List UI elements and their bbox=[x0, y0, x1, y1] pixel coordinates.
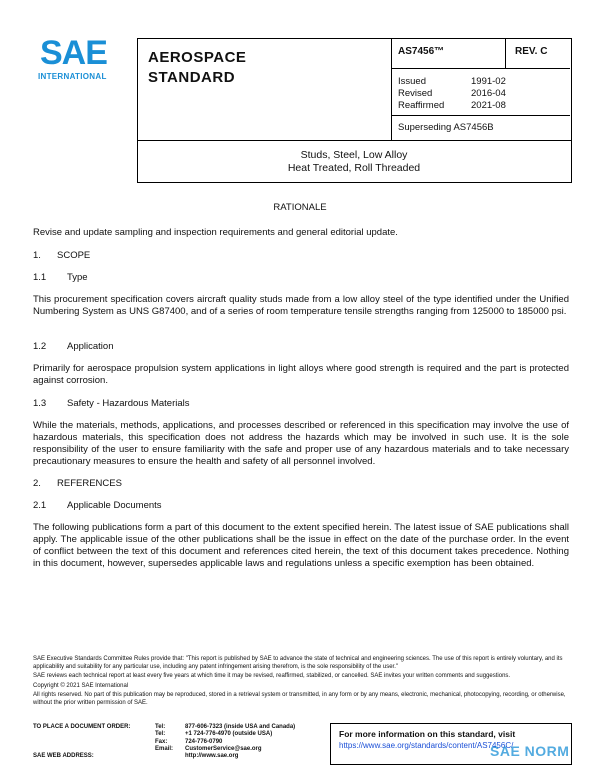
date-block bbox=[398, 76, 506, 112]
contact-block bbox=[33, 724, 295, 760]
section-number: 2.1 bbox=[33, 500, 47, 511]
section-title: REFERENCES bbox=[57, 478, 122, 489]
document-title bbox=[137, 149, 571, 175]
section-title: Application bbox=[67, 341, 114, 352]
date-label: Revised bbox=[398, 88, 433, 99]
superseding-note: Superseding AS7456B bbox=[398, 122, 494, 133]
footer-paragraph: SAE Executive Standards Committee Rules provide that: "This report is published by SAE to advance the state of technical and engineering sciences. The use of this report is entirely voluntary, and its applicability and suitability for any particular use, including any patent infringement arising therefrom, is the sole responsibility of the user." bbox=[33, 656, 563, 670]
contact-label: TO PLACE A DOCUMENT ORDER: bbox=[33, 724, 131, 730]
web-label: SAE WEB ADDRESS: bbox=[33, 753, 94, 760]
rationale-heading: RATIONALE bbox=[273, 202, 327, 213]
section-2-1-heading bbox=[33, 500, 162, 511]
section-1-heading bbox=[33, 250, 90, 261]
tel-value: +1 724-776-4970 (outside USA) bbox=[185, 731, 273, 738]
date-row bbox=[398, 100, 506, 112]
title-line1: Studs, Steel, Low Alloy bbox=[300, 149, 408, 161]
section-title: Applicable Documents bbox=[67, 500, 162, 511]
fax-value: 724-776-0790 bbox=[185, 738, 223, 745]
section-1-3-heading bbox=[33, 398, 190, 409]
date-value: 2021-08 bbox=[471, 100, 506, 111]
date-value: 1991-02 bbox=[471, 76, 506, 87]
section-number: 1.3 bbox=[33, 398, 47, 409]
fax-label: Fax: bbox=[155, 738, 168, 745]
title-line2: Heat Treated, Roll Threaded bbox=[287, 162, 421, 174]
header-divider bbox=[137, 140, 571, 141]
section-number: 2. bbox=[33, 478, 41, 489]
tel-label: Tel: bbox=[155, 731, 166, 738]
date-row bbox=[398, 76, 506, 88]
section-title: Safety - Hazardous Materials bbox=[67, 398, 190, 409]
logo-wordmark: SAE bbox=[40, 34, 107, 72]
footer-paragraph: SAE reviews each technical report at least every five years at which time it may be revised, reaffirmed, stabilized, or cancelled. SAE invites your written comments and suggestions. bbox=[33, 673, 511, 679]
email-link[interactable]: CustomerService@sae.org bbox=[185, 745, 262, 752]
rationale-text: Revise and update sampling and inspection requirements and general editorial update. bbox=[33, 227, 398, 238]
contact-row bbox=[33, 731, 295, 738]
date-label: Reaffirmed bbox=[398, 100, 445, 111]
document-type bbox=[148, 48, 246, 88]
standard-link[interactable]: https://www.sae.org/standards/content/AS7456C/ bbox=[339, 741, 514, 750]
section-title: Type bbox=[67, 272, 88, 283]
header-divider bbox=[392, 115, 570, 116]
section-1-1-heading bbox=[33, 272, 88, 283]
document-number: AS7456™ bbox=[398, 46, 445, 57]
web-link[interactable]: http://www.sae.org bbox=[185, 753, 239, 760]
tel-label: Tel: bbox=[155, 724, 166, 730]
contact-row bbox=[33, 753, 295, 760]
section-2-1-text: The following publications form a part of this document to the extent specified herein. The latest issue of SAE publications shall apply. The applicable issue of the other publications shall be the issue in effect on the date of the purchase order. In the event of conflict between the text of this document and references cited herein, the text of this document takes precedence. Nothing in this document, however, supersedes applicable laws and regulations unless a specific exemption has been obtained. bbox=[33, 522, 569, 569]
legal-footer bbox=[33, 656, 569, 707]
section-1-3-text: While the materials, methods, applications, and processes described or referenced in this specification may involve the use of hazardous materials, this specification does not address the hazards which may be involved in such use. It is the sole responsibility of the user to ensure familiarity with the safe and proper use of any hazardous materials and to take necessary precautionary measures to ensure the health and safety of all personnel involved. bbox=[33, 420, 569, 467]
header-divider bbox=[392, 68, 570, 69]
footer-paragraph: All rights reserved. No part of this publication may be reproduced, stored in a retrieval system or transmitted, in any form or by any means, electronic, mechanical, photocopying, recording, or otherwise, without the prior written permission of SAE. bbox=[33, 692, 566, 706]
watermark: SAE NORM bbox=[490, 743, 570, 759]
tel-value: 877-606-7323 (inside USA and Canada) bbox=[185, 724, 296, 730]
section-1-1-text: This procurement specification covers aircraft quality studs made from a low alloy steel of the type identified under the Unified Numbering System as UNS G87400, and of a series of room temperature tensile strengths ranging from 125000 to 185000 psi. bbox=[33, 294, 569, 317]
revision-label: REV. C bbox=[515, 46, 548, 57]
section-number: 1.2 bbox=[33, 341, 47, 352]
section-number: 1. bbox=[33, 250, 41, 261]
contact-row bbox=[33, 739, 295, 746]
section-1-2-heading bbox=[33, 341, 113, 352]
date-label: Issued bbox=[398, 76, 426, 87]
doc-type-line2: STANDARD bbox=[148, 69, 236, 86]
date-value: 2016-04 bbox=[471, 88, 506, 99]
section-2-heading bbox=[33, 478, 122, 489]
header-divider bbox=[505, 38, 506, 68]
sae-logo bbox=[34, 36, 124, 86]
more-info-title: For more information on this standard, visit bbox=[339, 729, 516, 739]
copyright: Copyright © 2021 SAE International bbox=[33, 682, 129, 689]
section-number: 1.1 bbox=[33, 272, 47, 283]
date-row bbox=[398, 88, 506, 100]
header-divider bbox=[391, 38, 392, 140]
contact-row bbox=[33, 746, 295, 753]
section-title: SCOPE bbox=[57, 250, 91, 261]
doc-type-line1: AEROSPACE bbox=[148, 49, 247, 66]
logo-subtitle: INTERNATIONAL bbox=[38, 72, 107, 81]
section-1-2-text: Primarily for aerospace propulsion system applications in light alloys where good strength is required and the part is protected against corrosion. bbox=[33, 363, 569, 386]
email-label: Email: bbox=[155, 745, 174, 752]
contact-row bbox=[33, 724, 295, 731]
